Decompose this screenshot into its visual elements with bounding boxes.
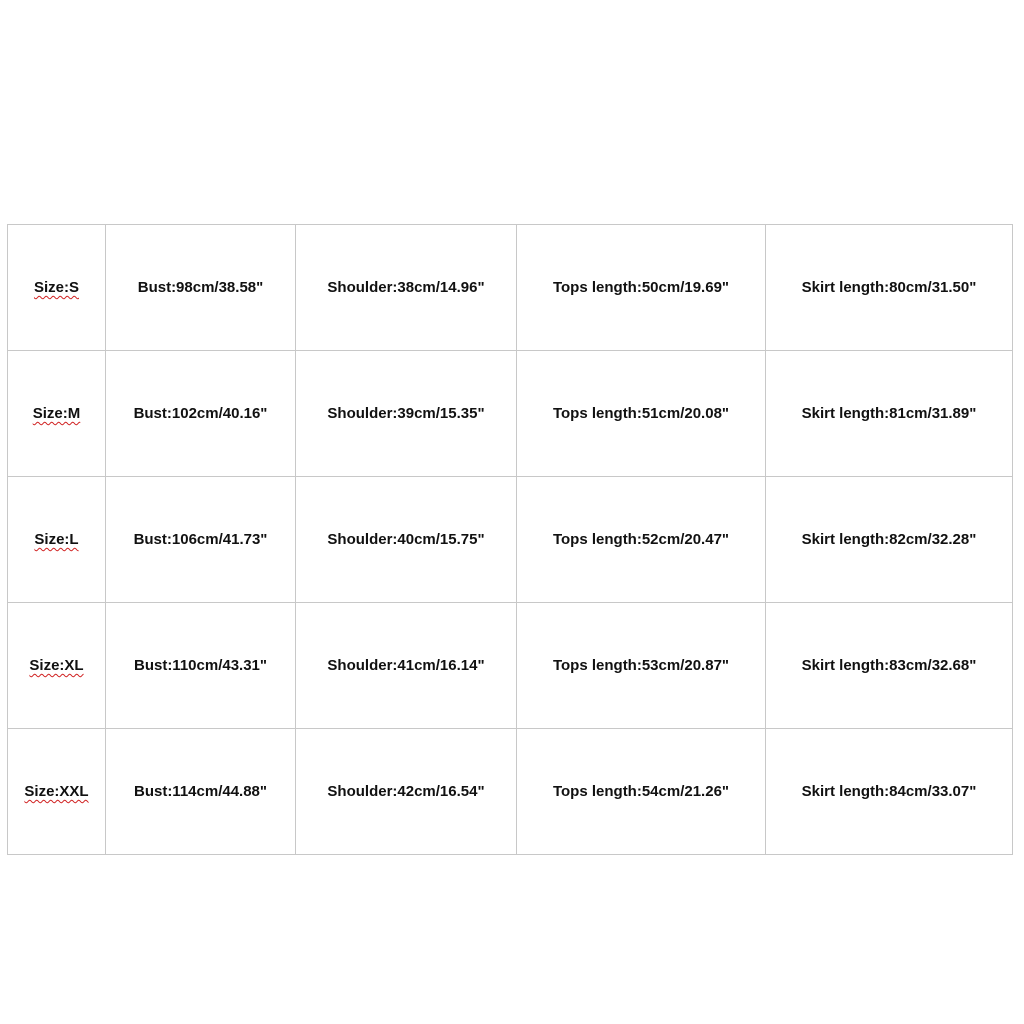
size-row <box>8 351 1013 477</box>
skirt-length-cell: Skirt length:81cm/31.89" <box>766 351 1013 477</box>
skirt-length-cell: Skirt length:82cm/32.28" <box>766 477 1013 603</box>
shoulder-cell: Shoulder:38cm/14.96" <box>296 225 517 351</box>
size-row <box>8 729 1013 855</box>
skirt-length-cell: Skirt length:80cm/31.50" <box>766 225 1013 351</box>
tops-length-cell: Tops length:53cm/20.87" <box>517 603 766 729</box>
size-chart-table <box>7 224 1013 855</box>
size-cell <box>8 729 106 855</box>
skirt-length-cell: Skirt length:83cm/32.68" <box>766 603 1013 729</box>
tops-length-cell: Tops length:54cm/21.26" <box>517 729 766 855</box>
size-label: Size:XL <box>29 657 84 674</box>
tops-length-cell: Tops length:50cm/19.69" <box>517 225 766 351</box>
size-label: Size:L <box>34 531 79 548</box>
bust-cell: Bust:106cm/41.73" <box>106 477 296 603</box>
size-row <box>8 225 1013 351</box>
bust-cell: Bust:102cm/40.16" <box>106 351 296 477</box>
shoulder-cell: Shoulder:42cm/16.54" <box>296 729 517 855</box>
shoulder-cell: Shoulder:40cm/15.75" <box>296 477 517 603</box>
tops-length-cell: Tops length:51cm/20.08" <box>517 351 766 477</box>
size-label: Size:XXL <box>24 783 89 800</box>
size-row <box>8 477 1013 603</box>
size-label: Size:S <box>33 279 79 296</box>
skirt-length-cell: Skirt length:84cm/33.07" <box>766 729 1013 855</box>
size-cell <box>8 603 106 729</box>
bust-cell: Bust:98cm/38.58" <box>106 225 296 351</box>
tops-length-cell: Tops length:52cm/20.47" <box>517 477 766 603</box>
size-cell <box>8 351 106 477</box>
size-label: Size:M <box>32 405 81 422</box>
size-row <box>8 603 1013 729</box>
shoulder-cell: Shoulder:41cm/16.14" <box>296 603 517 729</box>
bust-cell: Bust:110cm/43.31" <box>106 603 296 729</box>
size-cell <box>8 225 106 351</box>
shoulder-cell: Shoulder:39cm/15.35" <box>296 351 517 477</box>
bust-cell: Bust:114cm/44.88" <box>106 729 296 855</box>
size-cell <box>8 477 106 603</box>
